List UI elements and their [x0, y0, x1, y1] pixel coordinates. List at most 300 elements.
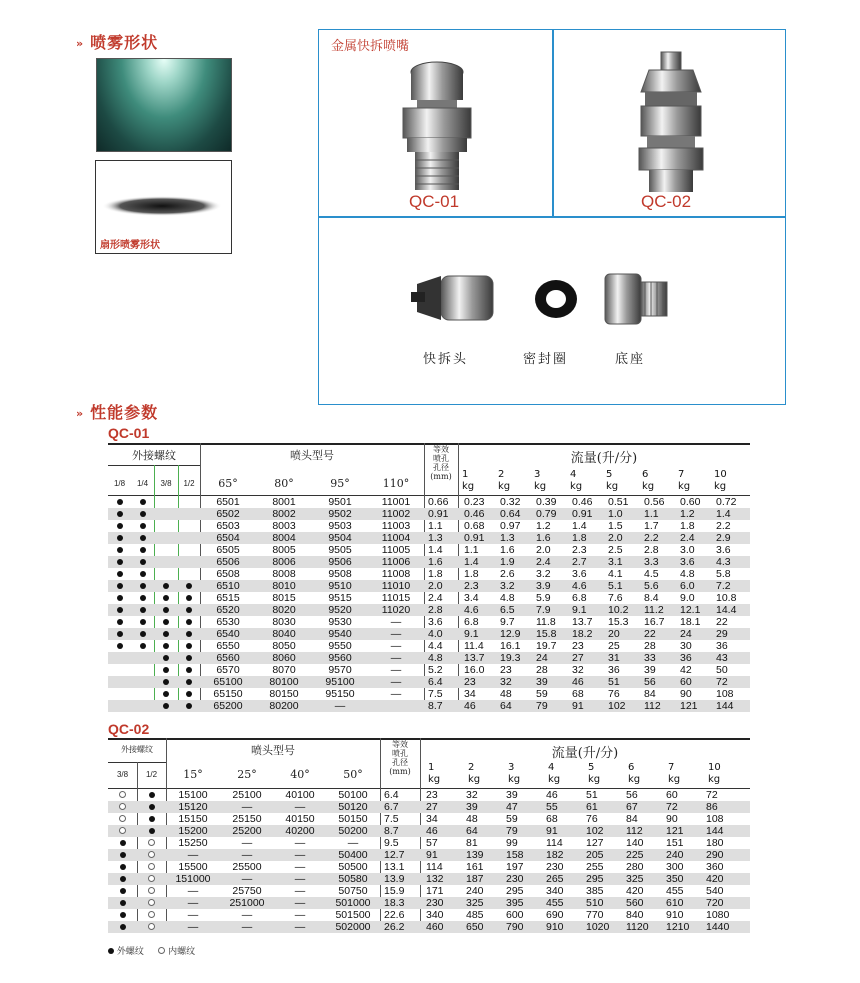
model-cell: 11005 — [381, 544, 411, 556]
flow-cell: 4.1 — [608, 568, 623, 580]
model-cell: 8040 — [256, 628, 312, 640]
filled-dot-icon — [117, 571, 123, 577]
qc02-flow-header: 流量(升/分) — [551, 746, 619, 761]
flow-cell: 56 — [626, 789, 638, 801]
flow-cell: 0.46 — [572, 496, 593, 508]
model-cell: — — [294, 837, 306, 849]
flow-cell: 102 — [602, 700, 638, 712]
orifice-cell: 3.6 — [428, 616, 443, 628]
qc02-pressure: 2 — [468, 762, 475, 773]
model-cell: 25750 — [232, 885, 262, 897]
model-cell: 65200 — [200, 700, 256, 712]
flow-cell: 240 — [466, 885, 484, 897]
thread-cell — [178, 568, 200, 580]
model-cell: 8005 — [272, 544, 296, 556]
model-cell: 11020 — [368, 604, 424, 616]
thread-cell — [137, 861, 166, 873]
qc02-thread-header: 外接螺纹 — [121, 745, 153, 754]
filled-dot-icon — [163, 679, 169, 685]
orifice-cell: 0.91 — [424, 508, 458, 520]
model-cell: 9520 — [312, 604, 368, 616]
filled-dot-icon — [163, 655, 169, 661]
thread-cell — [131, 664, 154, 676]
photo-box-title: 金属快拆喷嘴 — [331, 39, 410, 54]
flow-cell: 46 — [566, 676, 602, 688]
thread-cell — [108, 556, 131, 568]
open-dot-icon — [148, 839, 155, 846]
flow-cell: 79 — [500, 825, 540, 837]
thread-cell — [178, 652, 200, 664]
orifice-cell: 7.5 — [384, 813, 399, 825]
model-cell: 501500 — [335, 909, 371, 921]
flow-cell: 385 — [586, 885, 604, 897]
thread-cell — [154, 604, 178, 616]
flow-cell: 510 — [580, 897, 620, 909]
orifice-cell: 2.0 — [424, 580, 458, 592]
qc02-unit: kg — [628, 774, 641, 785]
model-cell: — — [390, 664, 402, 676]
flow-cell: 13.7 — [458, 652, 494, 664]
flow-cell: 3.0 — [680, 544, 695, 556]
flow-cell: 108 — [716, 688, 734, 700]
model-cell: — — [220, 873, 274, 885]
open-dot-icon — [158, 947, 165, 954]
filled-dot-icon — [186, 583, 192, 589]
model-cell: — — [274, 921, 326, 933]
model-cell: 6530 — [216, 616, 240, 628]
flow-cell: 23 — [500, 664, 512, 676]
flow-cell: 1.2 — [536, 520, 551, 532]
flow-cell: 3.6 — [716, 544, 731, 556]
flow-cell: 68 — [546, 813, 558, 825]
qc01-table — [108, 443, 750, 712]
filled-dot-icon — [117, 523, 123, 529]
flow-cell: 610 — [660, 897, 700, 909]
flow-cell: 3.1 — [602, 556, 638, 568]
flow-cell: 72 — [706, 789, 718, 801]
flow-cell: 4.6 — [566, 580, 602, 592]
model-cell: — — [390, 616, 402, 628]
qc02-data-table — [108, 789, 750, 933]
model-cell: 9530 — [328, 616, 352, 628]
legend-external: 外螺纹 — [116, 947, 144, 957]
model-cell: — — [294, 861, 306, 873]
flow-cell: 22 — [716, 616, 728, 628]
flow-cell: 48 — [466, 813, 478, 825]
flow-cell: 0.91 — [458, 532, 494, 544]
thread-legend — [108, 944, 195, 957]
perf-title-text: 性能参数 — [90, 403, 159, 422]
filled-dot-icon — [140, 631, 146, 637]
spray-title-text: 喷雾形状 — [90, 33, 159, 52]
flow-cell: 48 — [500, 688, 512, 700]
flow-cell: 23 — [426, 789, 438, 801]
flow-cell: 64 — [494, 700, 530, 712]
flow-cell: 1.8 — [566, 532, 602, 544]
flow-cell: 27 — [566, 652, 602, 664]
flow-cell: 0.68 — [464, 520, 485, 532]
flow-cell: 2.9 — [710, 532, 750, 544]
thread-cell — [154, 568, 178, 580]
flow-cell: 2.6 — [500, 568, 515, 580]
flow-cell: 1.1 — [638, 508, 674, 520]
flow-cell: 91 — [420, 849, 460, 861]
table-row — [108, 861, 750, 873]
model-cell: 50400 — [326, 849, 380, 861]
filled-dot-icon — [140, 607, 146, 613]
flow-cell: 90 — [680, 688, 692, 700]
flow-cell: 1.8 — [680, 520, 695, 532]
model-cell: 8050 — [272, 640, 296, 652]
flow-cell: 81 — [466, 837, 478, 849]
thread-cell — [178, 616, 200, 628]
model-cell: — — [294, 909, 306, 921]
flow-cell: 6.5 — [494, 604, 530, 616]
thread-cell — [137, 885, 166, 897]
model-cell: 9540 — [312, 628, 368, 640]
filled-dot-icon — [163, 643, 169, 649]
thread-cell — [178, 556, 200, 568]
open-dot-icon — [148, 875, 155, 882]
model-cell: — — [312, 700, 368, 712]
model-cell: 8003 — [272, 520, 296, 532]
flow-cell: 4.5 — [644, 568, 659, 580]
flow-cell: 340 — [546, 885, 564, 897]
model-cell: 6505 — [216, 544, 240, 556]
orifice-cell: 6.4 — [424, 676, 458, 688]
qc01-thread-size: 3/8 — [160, 479, 172, 488]
flow-cell: 7.9 — [530, 604, 566, 616]
flow-cell: 18.1 — [680, 616, 701, 628]
filled-dot-icon — [117, 619, 123, 625]
open-dot-icon — [148, 911, 155, 918]
filled-dot-icon — [186, 643, 192, 649]
orifice-cell: 0.66 — [428, 496, 449, 508]
filled-dot-icon — [163, 703, 169, 709]
thread-cell — [108, 652, 131, 664]
qc01-angle: 80° — [274, 477, 294, 490]
model-cell: 9508 — [328, 568, 352, 580]
flow-cell: 39 — [644, 664, 656, 676]
table-row — [108, 604, 750, 616]
flow-cell: 15.8 — [530, 628, 566, 640]
flow-cell: 67 — [620, 801, 660, 813]
flow-cell: 0.72 — [716, 496, 737, 508]
thread-cell — [108, 813, 137, 825]
thread-cell — [178, 628, 200, 640]
qc02-angle: 25° — [237, 768, 257, 781]
flow-cell: 51 — [602, 676, 638, 688]
flow-cell: 2.2 — [716, 520, 731, 532]
model-cell: 6515 — [216, 592, 240, 604]
orifice-cell: 6.7 — [380, 801, 420, 813]
flow-cell: 158 — [500, 849, 540, 861]
qc01-pressure: 6 — [642, 469, 649, 480]
model-cell: — — [274, 897, 326, 909]
flow-cell: 360 — [706, 861, 724, 873]
filled-dot-icon — [120, 888, 126, 894]
filled-dot-icon — [117, 595, 123, 601]
thread-cell — [131, 568, 154, 580]
model-cell: 9570 — [328, 664, 352, 676]
table-row — [108, 616, 750, 628]
thread-cell — [108, 628, 131, 640]
thread-cell — [108, 604, 131, 616]
part-label-seal: 密封圈 — [523, 352, 569, 367]
qc02-pressure: 1 — [428, 762, 435, 773]
orifice-cell: 12.7 — [380, 849, 420, 861]
table-row — [108, 520, 750, 532]
orifice-cell: 22.6 — [384, 909, 405, 921]
flow-cell: 59 — [506, 813, 518, 825]
thread-cell — [178, 604, 200, 616]
flow-cell: 720 — [700, 897, 750, 909]
flow-cell: 2.0 — [536, 544, 551, 556]
model-cell: — — [166, 897, 220, 909]
flow-cell: 59 — [536, 688, 548, 700]
flow-cell: 840 — [626, 909, 644, 921]
model-cell: 80200 — [256, 700, 312, 712]
thread-cell — [154, 688, 178, 700]
flow-cell: 2.2 — [638, 532, 674, 544]
flow-cell: 340 — [426, 909, 444, 921]
flow-cell: 690 — [546, 909, 564, 921]
model-cell: 40100 — [285, 789, 315, 801]
thread-cell — [137, 909, 166, 921]
seal-ring-icon — [531, 276, 581, 322]
flow-cell: 140 — [626, 837, 644, 849]
orifice-cell: 1.1 — [428, 520, 443, 532]
flow-cell: 2.4 — [530, 556, 566, 568]
flow-cell: 50 — [716, 664, 728, 676]
model-cell: 8001 — [272, 496, 296, 508]
model-cell: 25200 — [220, 825, 274, 837]
filled-dot-icon — [163, 619, 169, 625]
qc02-pressure: 5 — [588, 762, 595, 773]
thread-cell — [137, 813, 166, 825]
flow-cell: 47 — [500, 801, 540, 813]
thread-cell — [154, 700, 178, 712]
flow-cell: 91 — [566, 700, 602, 712]
flow-cell: 295 — [506, 885, 524, 897]
model-cell: 11001 — [381, 496, 411, 508]
flow-cell: 2.7 — [566, 556, 602, 568]
qc02-angle: 40° — [290, 768, 310, 781]
part-label-base: 底座 — [615, 352, 646, 367]
filled-dot-icon — [140, 499, 146, 505]
flow-cell: 151 — [666, 837, 684, 849]
flow-cell: 28 — [644, 640, 656, 652]
qc02-orifice-header: 等效 喷孔 孔径 (mm) — [389, 740, 411, 776]
model-cell: 40200 — [274, 825, 326, 837]
thread-cell — [131, 532, 154, 544]
flow-cell: 79 — [530, 700, 566, 712]
flow-cell: 12.1 — [674, 604, 710, 616]
flow-cell: 51 — [586, 789, 598, 801]
flow-cell: 86 — [700, 801, 750, 813]
thread-cell — [131, 604, 154, 616]
model-cell: 9502 — [312, 508, 368, 520]
open-dot-icon — [148, 863, 155, 870]
flow-cell: 9.1 — [566, 604, 602, 616]
filled-dot-icon — [120, 876, 126, 882]
model-cell: 50120 — [326, 801, 380, 813]
filled-dot-icon — [140, 571, 146, 577]
orifice-cell: 4.8 — [424, 652, 458, 664]
flow-cell: 29 — [710, 628, 750, 640]
open-dot-icon — [148, 887, 155, 894]
flow-cell: 3.3 — [638, 556, 674, 568]
open-dot-icon — [148, 923, 155, 930]
model-cell — [368, 700, 424, 712]
flow-cell: 2.8 — [644, 544, 659, 556]
thread-cell — [108, 532, 131, 544]
thread-cell — [154, 616, 178, 628]
flow-cell: 121 — [660, 825, 700, 837]
model-cell: 50200 — [326, 825, 380, 837]
filled-dot-icon — [140, 583, 146, 589]
flow-cell: 16.1 — [500, 640, 521, 652]
thread-cell — [154, 556, 178, 568]
flow-cell: 19.7 — [536, 640, 557, 652]
orifice-cell: 1.4 — [428, 544, 443, 556]
model-cell: — — [187, 885, 199, 897]
qc01-thread-size: 1/2 — [183, 479, 195, 488]
thread-cell — [108, 520, 131, 532]
flow-cell: 255 — [586, 861, 604, 873]
flow-cell: 72 — [660, 801, 700, 813]
flow-cell: 910 — [540, 921, 580, 933]
qc02-thread-size: 3/8 — [116, 770, 129, 779]
thread-cell — [131, 556, 154, 568]
flow-cell: 114 — [546, 837, 563, 849]
thread-cell — [178, 664, 200, 676]
flow-cell: 99 — [506, 837, 518, 849]
qc01-photo-label: QC-01 — [409, 192, 460, 211]
thread-cell — [154, 532, 178, 544]
thread-cell — [108, 568, 131, 580]
flow-cell: 420 — [700, 873, 750, 885]
flow-cell: 23 — [458, 676, 494, 688]
model-cell: 15250 — [178, 837, 208, 849]
thread-cell — [178, 700, 200, 712]
filled-dot-icon — [149, 816, 155, 822]
qc02-unit: kg — [708, 774, 721, 785]
flow-cell: 24 — [674, 628, 710, 640]
model-cell: 8070 — [272, 664, 296, 676]
orifice-cell: 18.3 — [380, 897, 420, 909]
filled-dot-icon — [117, 559, 123, 565]
filled-dot-icon — [163, 667, 169, 673]
qc01-pressure: 5 — [606, 469, 613, 480]
orifice-cell: 1.3 — [424, 532, 458, 544]
flow-cell: 9.1 — [458, 628, 494, 640]
model-cell: — — [166, 849, 220, 861]
flow-cell: 5.1 — [602, 580, 638, 592]
model-cell: 9504 — [312, 532, 368, 544]
model-cell: 8002 — [256, 508, 312, 520]
qc01-unit: kg — [678, 481, 691, 492]
qc01-unit: kg — [606, 481, 619, 492]
flow-cell: 1440 — [700, 921, 750, 933]
table-row — [108, 556, 750, 568]
flow-cell: 205 — [580, 849, 620, 861]
flow-cell: 34 — [464, 688, 476, 700]
thread-cell — [131, 688, 154, 700]
flow-cell: 14.4 — [710, 604, 750, 616]
qc01-angle: 95° — [330, 477, 350, 490]
qc01-pressure: 4 — [570, 469, 577, 480]
flow-cell: 68 — [572, 688, 584, 700]
flow-cell: 295 — [580, 873, 620, 885]
flow-cell: 171 — [426, 885, 444, 897]
model-cell: 8008 — [272, 568, 296, 580]
model-cell: 11004 — [368, 532, 424, 544]
table-row — [108, 789, 750, 801]
flow-cell: 36 — [608, 664, 620, 676]
flow-cell: 36 — [716, 640, 728, 652]
filled-dot-icon — [163, 631, 169, 637]
flow-cell: 60 — [666, 789, 678, 801]
model-cell: 9550 — [328, 640, 352, 652]
qc02-table-label: QC-02 — [108, 721, 150, 737]
model-cell: — — [166, 921, 220, 933]
flow-cell: 230 — [546, 861, 564, 873]
flow-cell: 770 — [586, 909, 604, 921]
model-cell: — — [274, 849, 326, 861]
thread-cell — [108, 640, 131, 652]
flow-cell: 31 — [602, 652, 638, 664]
chevron-icon: » — [76, 37, 85, 50]
filled-dot-icon — [149, 828, 155, 834]
flow-cell: 10.8 — [716, 592, 737, 604]
flow-cell: 225 — [620, 849, 660, 861]
flow-cell: 1.4 — [710, 508, 750, 520]
table-row — [108, 885, 750, 897]
thread-cell — [108, 873, 137, 885]
thread-cell — [108, 496, 131, 508]
filled-dot-icon — [120, 900, 126, 906]
qc01-thread-size: 1/4 — [136, 479, 149, 488]
table-row — [108, 688, 750, 700]
qc01-unit: kg — [570, 481, 583, 492]
thread-cell — [137, 849, 166, 861]
model-cell: 501000 — [326, 897, 380, 909]
flow-cell: 84 — [626, 813, 638, 825]
model-cell: 8015 — [272, 592, 296, 604]
thread-cell — [108, 801, 137, 813]
flow-cell: 1.9 — [494, 556, 530, 568]
flow-cell: 6.8 — [572, 592, 587, 604]
thread-cell — [131, 700, 154, 712]
thread-cell — [154, 520, 178, 532]
flow-cell: 1120 — [620, 921, 660, 933]
qc02-pressure: 3 — [508, 762, 515, 773]
flow-cell: 84 — [644, 688, 656, 700]
flow-cell: 8.4 — [644, 592, 659, 604]
flow-cell: 144 — [710, 700, 750, 712]
flow-cell: 11.2 — [638, 604, 674, 616]
qc01-thread-header: 外接螺纹 — [132, 449, 176, 462]
open-dot-icon — [148, 899, 155, 906]
model-cell: 15500 — [178, 861, 208, 873]
thread-cell — [178, 532, 200, 544]
qc01-thread-size: 1/8 — [113, 479, 126, 488]
thread-cell — [154, 628, 178, 640]
flow-cell: 0.23 — [464, 496, 485, 508]
flow-cell: 34 — [426, 813, 438, 825]
flow-cell: 1.6 — [500, 544, 515, 556]
